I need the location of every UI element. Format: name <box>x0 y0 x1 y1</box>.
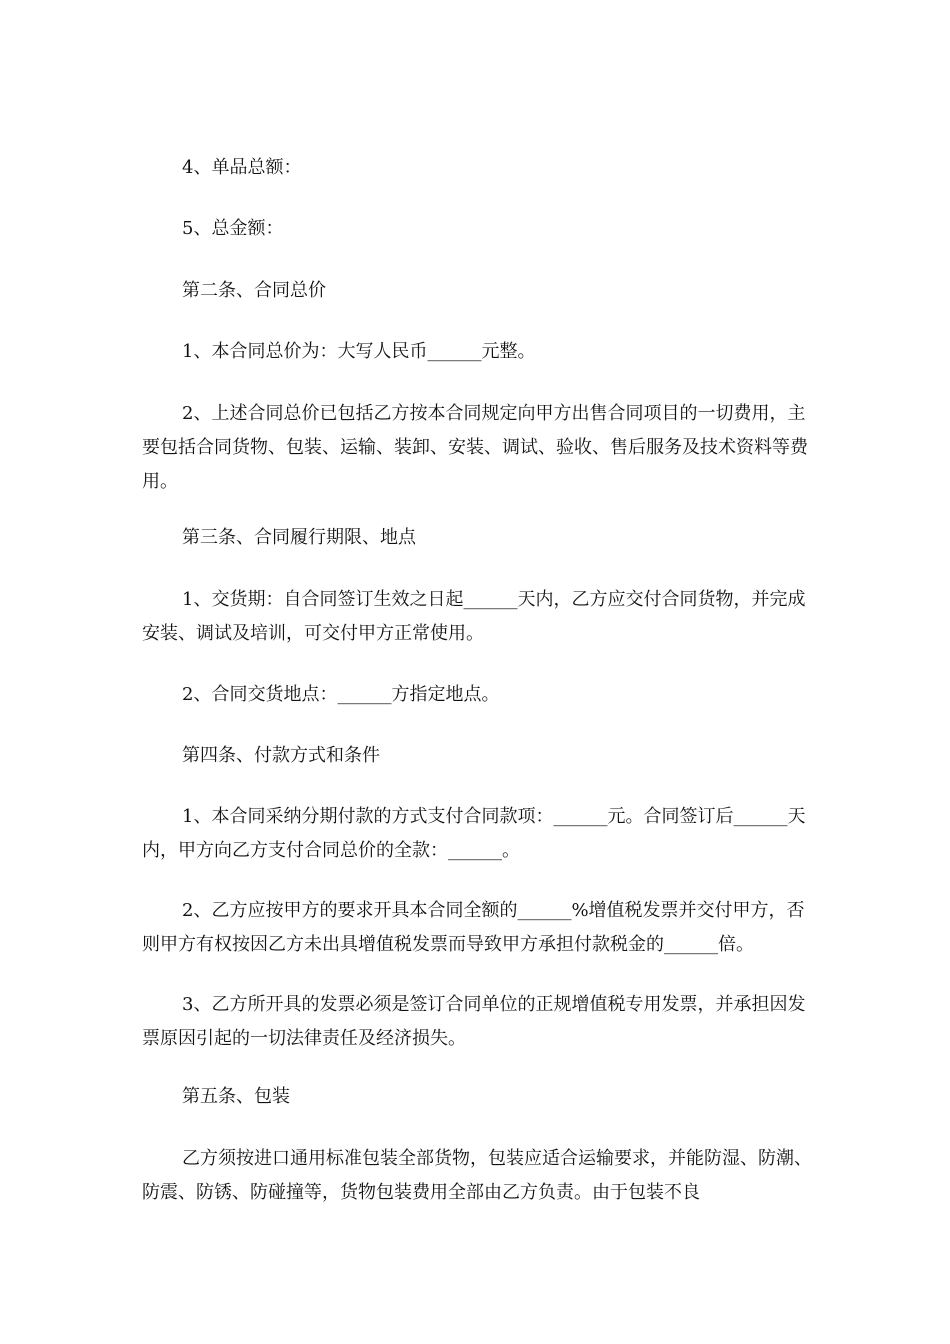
article-2-clause-1: 1、本合同总价为：大写人民币______元整。 <box>182 341 536 362</box>
article-2-heading: 第二条、合同总价 <box>182 280 326 301</box>
item-grand-total: 5、总金额： <box>182 218 284 239</box>
article-3-heading: 第三条、合同履行期限、地点 <box>182 527 416 548</box>
article-5-body: 乙方须按进口通用标准包装全部货物，包装应适合运输要求，并能防湿、防潮、防震、防锈、防碰撞等，货物包装费用全部由乙方负责。由于包装不良 <box>142 1148 812 1203</box>
article-3-clause-2: 2、合同交货地点：______方指定地点。 <box>182 684 500 705</box>
article-3-clause-1: 1、交货期：自合同签订生效之日起______天内，乙方应交付合同货物，并完成安装、调试及培训，可交付甲方正常使用。 <box>142 589 806 644</box>
article-2-clause-2: 2、上述合同总价已包括乙方按本合同规定向甲方出售合同项目的一切费用，主要包括合同货物、包装、运输、装卸、安装、调试、验收、售后服务及技术资料等费用。 <box>142 403 808 492</box>
article-4-clause-2: 2、乙方应按甲方的要求开具本合同全额的______%增值税发票并交付甲方，否则甲方有权按因乙方未出具增值税发票而导致甲方承担付款税金的______倍。 <box>142 900 805 955</box>
article-4-clause-3: 3、乙方所开具的发票必须是签订合同单位的正规增值税专用发票，并承担因发票原因引起的一切法律责任及经济损失。 <box>142 994 806 1049</box>
article-5-heading: 第五条、包装 <box>182 1086 290 1107</box>
item-unit-total: 4、单品总额： <box>182 157 302 178</box>
article-4-clause-1: 1、本合同采纳分期付款的方式支付合同款项：______元。合同签订后______天内，甲方向乙方支付合同总价的全款：______。 <box>142 806 806 861</box>
article-4-heading: 第四条、付款方式和条件 <box>182 745 380 766</box>
